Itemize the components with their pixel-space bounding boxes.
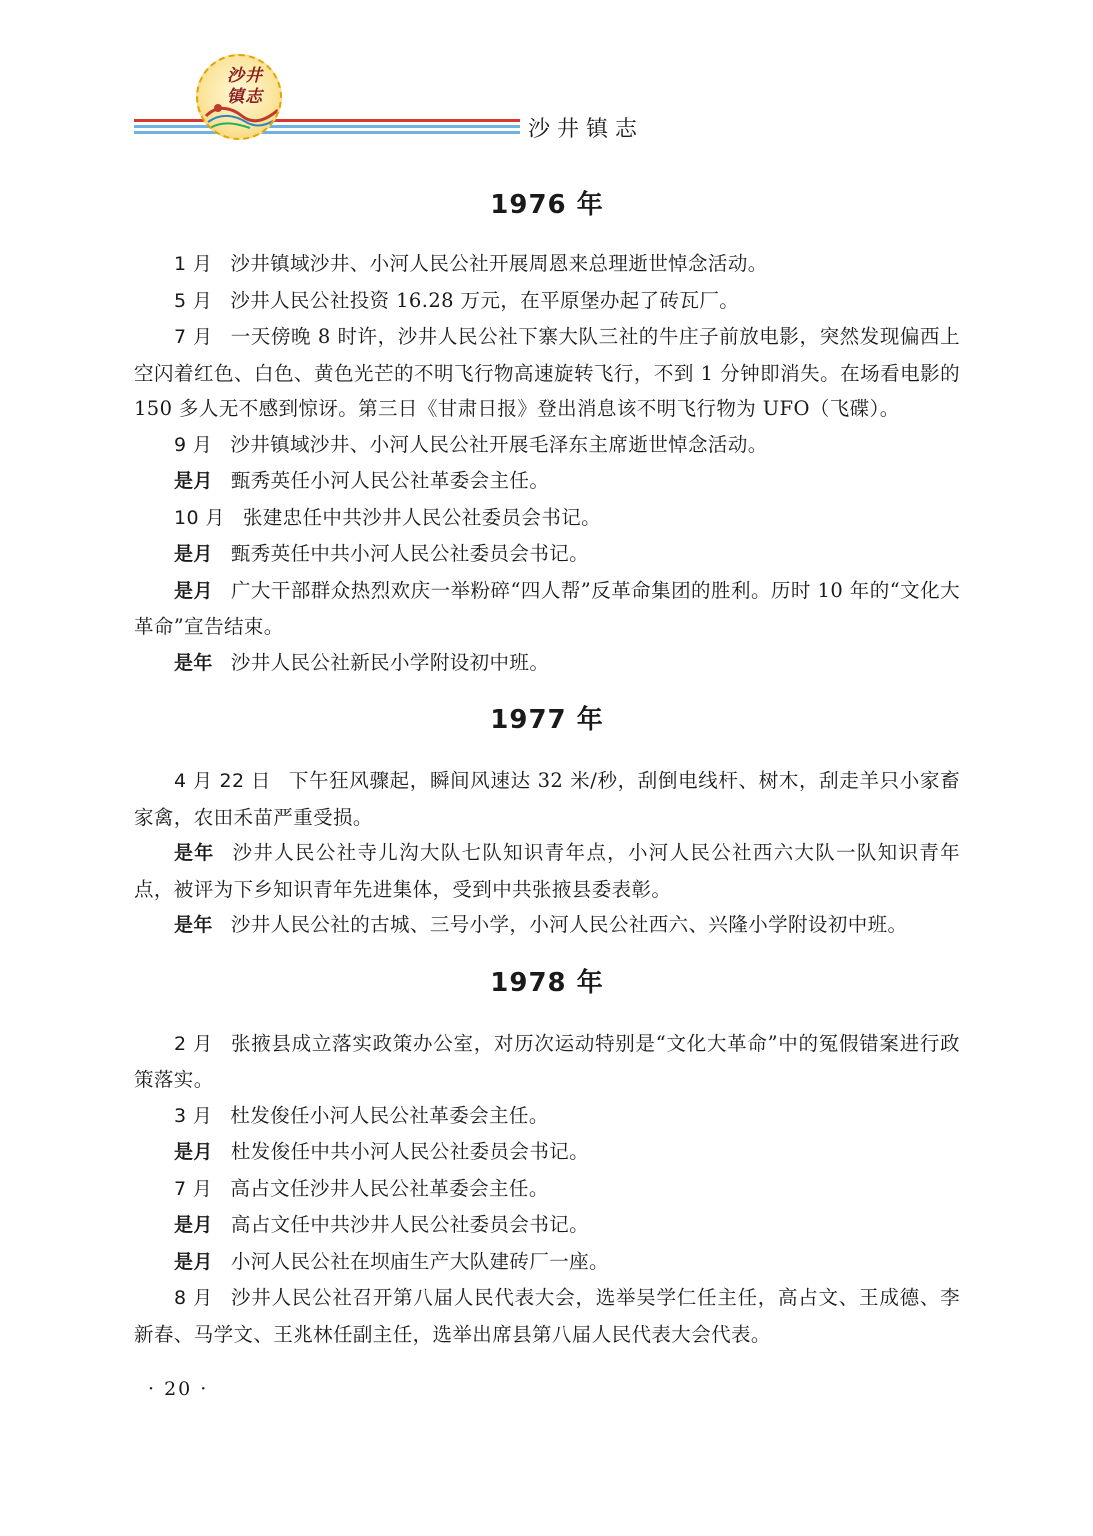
chronicle-entry xyxy=(134,463,960,500)
chronicle-entry xyxy=(134,763,960,835)
chronicle-entry xyxy=(134,500,960,537)
page-header xyxy=(0,0,1093,150)
entry-text: 张建忠任中共沙井人民公社委员会书记。 xyxy=(242,505,602,529)
chronicle-entry xyxy=(134,1244,960,1281)
header-rule-blue-bottom xyxy=(134,131,520,134)
entry-list xyxy=(134,246,960,681)
chronicle-entry xyxy=(134,573,960,645)
entry-date: 4 月 22 日 xyxy=(174,770,271,792)
entry-date: 7 月 xyxy=(174,326,213,348)
entry-text: 沙井镇域沙井、小河人民公社开展毛泽东主席逝世悼念活动。 xyxy=(230,432,768,456)
chronicle-entry xyxy=(134,1171,960,1208)
entry-text: 高占文任沙井人民公社革委会主任。 xyxy=(230,1176,549,1200)
chronicle-entry xyxy=(134,645,960,682)
entry-date: 2 月 xyxy=(174,1032,213,1055)
entry-text: 沙井镇域沙井、小河人民公社开展周恩来总理逝世悼念活动。 xyxy=(230,252,768,275)
year-section-1977 xyxy=(134,695,960,944)
entry-text: 沙井人民公社寺儿沟大队七队知识青年点，小河人民公社西六大队一队知识青年点，被评为下乡知识青年先进集体，受到中共张掖县委表彰。 xyxy=(134,841,960,901)
chronicle-entry xyxy=(134,427,960,464)
chronicle-entry xyxy=(134,1280,960,1352)
entry-date: 9 月 xyxy=(174,433,213,456)
year-heading: 1976 年 xyxy=(490,190,604,220)
entry-date: 是年 xyxy=(174,842,215,864)
entry-date: 是月 xyxy=(174,579,213,602)
entry-date: 是月 xyxy=(174,1250,213,1273)
chronicle-entry xyxy=(134,1098,960,1135)
year-section-1978 xyxy=(134,958,960,1353)
page-body xyxy=(134,180,960,1352)
header-rule-red xyxy=(134,119,520,122)
entry-text: 广大干部群众热烈欢庆一举粉碎“四人帮”反革命集团的胜利。历时 10 年的“文化大革命”宣告结束。 xyxy=(134,578,960,638)
chronicle-entry xyxy=(134,1207,960,1244)
chronicle-entry xyxy=(134,536,960,573)
entry-date: 是月 xyxy=(174,470,213,492)
year-heading: 1978 年 xyxy=(490,967,604,998)
header-rule-blue-top xyxy=(134,125,520,128)
entry-date: 是年 xyxy=(174,651,213,674)
logo-text: 沙井镇志 xyxy=(227,66,263,107)
entry-text: 沙井人民公社的古城、三号小学，小河人民公社西六、兴隆小学附设初中班。 xyxy=(230,913,908,936)
page-number: · 20 · xyxy=(148,1378,209,1400)
entry-text: 杜发俊任小河人民公社革委会主任。 xyxy=(230,1103,549,1127)
entry-date: 是月 xyxy=(174,1214,213,1236)
book-logo xyxy=(196,54,282,140)
entry-text: 杜发俊任中共小河人民公社委员会书记。 xyxy=(230,1140,590,1163)
entry-list xyxy=(134,1026,960,1353)
entry-date: 是年 xyxy=(174,914,213,936)
entry-text: 沙井人民公社新民小学附设初中班。 xyxy=(230,650,550,674)
entry-text: 甄秀英任中共小河人民公社委员会书记。 xyxy=(230,542,590,565)
entry-date: 是月 xyxy=(174,543,213,565)
chronicle-entry xyxy=(134,1026,960,1098)
chronicle-entry xyxy=(134,283,960,320)
entry-text: 沙井人民公社投资 16.28 万元，在平原堡办起了砖瓦厂。 xyxy=(230,288,740,312)
entry-text: 一天傍晚 8 时许，沙井人民公社下寨大队三社的牛庄子前放电影，突然发现偏西上空闪着红色、白色、黄色光芒的不明飞行物高速旋转飞行，不到 1 分钟即消失。在场看电影的 150 多人无不感到惊讶。第三日《甘肃日报》登出消息该不明飞行物为 UFO（飞碟）。 xyxy=(134,325,961,420)
chronicle-entry xyxy=(134,246,960,283)
chronicle-entry xyxy=(134,835,960,907)
entry-date: 1 月 xyxy=(174,253,213,275)
year-section-1976 xyxy=(134,180,960,681)
entry-text: 下午狂风骤起，瞬间风速达 32 米/秒，刮倒电线杆、树木，刮走羊只小家畜家禽，农田禾苗严重受损。 xyxy=(134,769,960,829)
entry-date: 是月 xyxy=(174,1141,213,1163)
entry-text: 小河人民公社在坝庙生产大队建砖厂一座。 xyxy=(230,1249,609,1273)
chronicle-entry xyxy=(134,319,960,427)
chronicle-entry xyxy=(134,907,960,944)
year-heading: 1977 年 xyxy=(490,705,604,735)
entry-date: 8 月 xyxy=(174,1287,214,1309)
entry-date: 5 月 xyxy=(174,289,213,312)
entry-text: 张掖县成立落实政策办公室，对历次运动特别是“文化大革命”中的冤假错案进行政策落实。 xyxy=(134,1031,960,1091)
running-title: 沙井镇志 xyxy=(528,117,645,142)
entry-date: 10 月 xyxy=(174,506,225,529)
entry-text: 高占文任中共沙井人民公社委员会书记。 xyxy=(230,1213,590,1236)
entry-text: 沙井人民公社召开第八届人民代表大会，选举吴学仁任主任，高占文、王成德、李新春、马学文、王兆林任副主任，选举出席县第八届人民代表大会代表。 xyxy=(134,1286,960,1346)
entry-list xyxy=(134,763,960,944)
entry-date: 3 月 xyxy=(174,1104,213,1127)
chronicle-entry xyxy=(134,1134,960,1171)
entry-date: 7 月 xyxy=(174,1177,213,1200)
entry-text: 甄秀英任小河人民公社革委会主任。 xyxy=(230,469,550,492)
